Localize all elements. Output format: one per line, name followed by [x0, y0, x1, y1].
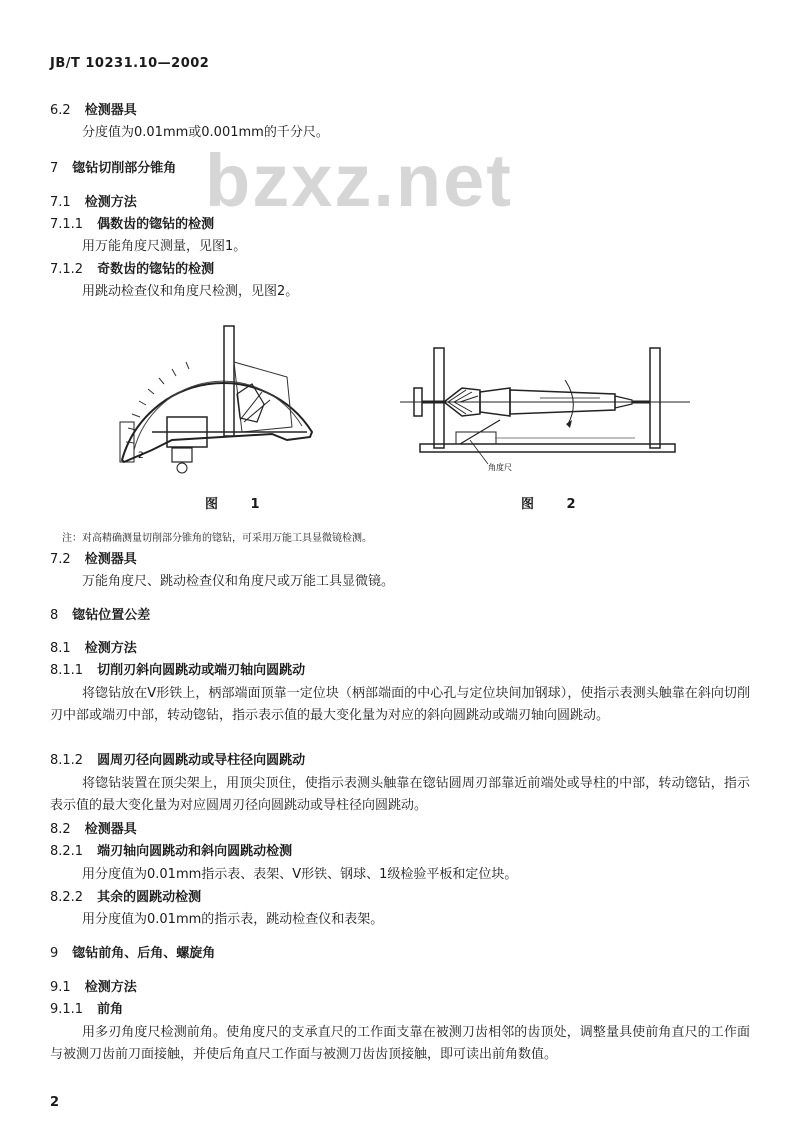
- section-body: 用分度值为0.01mm指示表、表架、V形铁、钢球、1级检验平板和定位块。: [82, 867, 518, 882]
- section-title: 切削刃斜向圆跳动或端刃轴向圆跳动: [97, 663, 306, 678]
- section-heading: [50, 662, 305, 680]
- section-number: 8.2.1: [50, 844, 84, 859]
- section-number: 8.1.2: [50, 753, 84, 768]
- section-number: 7.1.2: [50, 262, 84, 277]
- section-heading: [50, 607, 150, 625]
- section-heading: [50, 640, 137, 658]
- section-heading: [50, 102, 137, 120]
- section-heading: [50, 821, 137, 839]
- section-heading: [50, 752, 305, 770]
- page-number: 2: [50, 1095, 60, 1110]
- section-number: 9.1: [50, 980, 71, 995]
- section-number: 6.2: [50, 103, 71, 118]
- section-paragraph: 将锪钻放在V形铁上，柄部端面顶靠一定位块（柄部端面的中心孔与定位块间加钢球），使指示表测头触靠在斜向切削刃中部或端刃中部，转动锪钻，指示表示值的最大变化量为对应的斜向圆跳动或端刃轴向圆跳动。: [50, 686, 750, 723]
- figure-1-scale-label: 2: [138, 451, 144, 461]
- section-heading: [50, 216, 214, 234]
- section-number: 8.1: [50, 641, 71, 656]
- figure-2-runout-tester: [400, 340, 690, 480]
- section-heading: [50, 194, 137, 212]
- figure-1-caption: 图 1: [205, 497, 274, 512]
- section-title: 圆周刃径向圆跳动或导柱径向圆跳动: [97, 753, 306, 768]
- section-title: 检测器具: [84, 822, 137, 837]
- section-heading: [50, 551, 137, 569]
- figure-1-universal-bevel-protractor: [112, 322, 322, 482]
- section-body: 用分度值为0.01mm的指示表，跳动检查仪和表架。: [82, 912, 384, 927]
- section-heading: [50, 843, 292, 861]
- section-number: 8: [50, 608, 59, 623]
- section-number: 7.1: [50, 195, 71, 210]
- section-title: 锪钻切削部分锥角: [72, 161, 177, 176]
- section-title: 端刃轴向圆跳动和斜向圆跳动检测: [97, 844, 293, 859]
- section-heading: [50, 979, 137, 997]
- section-title: 检测方法: [84, 641, 137, 656]
- section-heading: [50, 160, 176, 178]
- watermark: bzxz.net: [205, 139, 513, 222]
- section-number: 7: [50, 161, 59, 176]
- section-number: 9: [50, 946, 59, 961]
- section-number: 8.2.2: [50, 890, 84, 905]
- section-heading: [50, 945, 215, 963]
- section-paragraph: 将锪钻装置在顶尖架上，用顶尖顶住，使指示表测头触靠在锪钻圆周刃部靠近前端处或导柱的中部，转动锪钻，指示表示值的最大变化量为对应圆周刃径向圆跳动或导柱径向圆跳动。: [50, 776, 750, 813]
- section-heading: [50, 261, 214, 279]
- section-number: 7.1.1: [50, 217, 84, 232]
- section-body: 用万能角度尺测量，见图1。: [82, 239, 247, 254]
- section-title: 检测方法: [84, 980, 137, 995]
- section-heading: [50, 889, 201, 907]
- figure-2-caption: 图 2: [521, 497, 590, 512]
- section-title: 锪钻前角、后角、螺旋角: [72, 946, 216, 961]
- section-body: 万能角度尺、跳动检查仪和角度尺或万能工具显微镜。: [82, 574, 395, 589]
- section-body: 用跳动检查仪和角度尺检测，见图2。: [82, 284, 299, 299]
- section-title: 检测器具: [84, 552, 137, 567]
- section-number: 8.2: [50, 822, 71, 837]
- section-title: 前角: [97, 1002, 124, 1017]
- section-body: 分度值为0.01mm或0.001mm的千分尺。: [82, 125, 329, 140]
- standard-number: JB/T 10231.10—2002: [50, 56, 210, 71]
- section-title: 检测方法: [84, 195, 137, 210]
- section-title: 偶数齿的锪钻的检测: [97, 217, 215, 232]
- section-number: 8.1.1: [50, 663, 84, 678]
- section-title: 奇数齿的锪钻的检测: [97, 262, 215, 277]
- section-paragraph: 用多刃角度尺检测前角。使角度尺的支承直尺的工作面支靠在被测刀齿相邻的齿顶处，调整量具使前角直尺的工作面与被测刀齿前刀面接触，并使后角直尺工作面与被测刀齿齿顶接触，即可读出前角数值。: [50, 1025, 750, 1062]
- figure-note: 注：对高精确测量切削部分锥角的锪钻，可采用万能工具显微镜检测。: [62, 533, 372, 544]
- section-number: 7.2: [50, 552, 71, 567]
- section-heading: [50, 1001, 123, 1019]
- section-number: 9.1.1: [50, 1002, 84, 1017]
- figure-2-label: 角度尺: [488, 463, 512, 472]
- section-title: 检测器具: [84, 103, 137, 118]
- section-title: 锪钻位置公差: [72, 608, 151, 623]
- section-title: 其余的圆跳动检测: [97, 890, 202, 905]
